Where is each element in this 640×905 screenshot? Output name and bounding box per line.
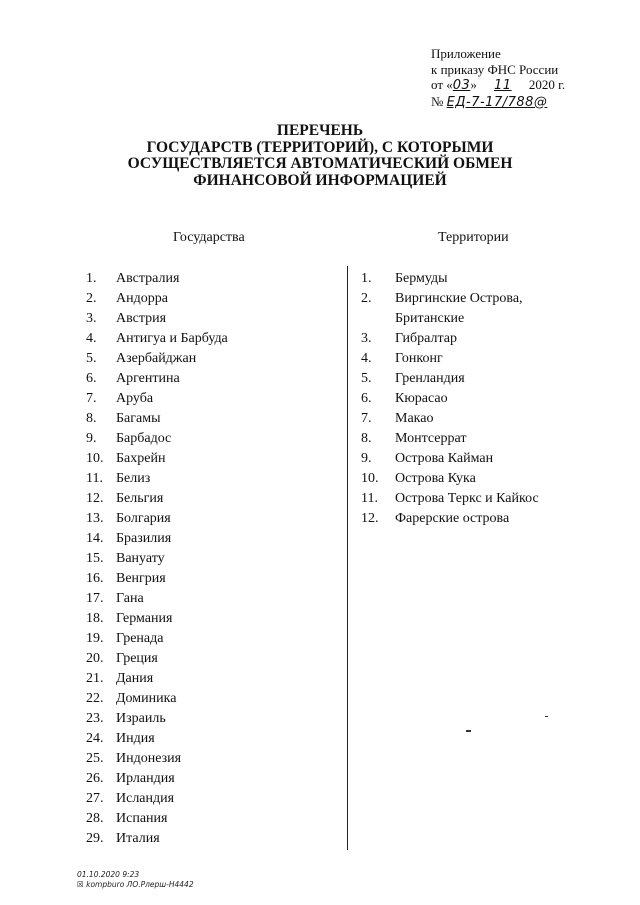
item-name: Дания [116,671,154,686]
item-number: 10. [361,471,379,486]
column-divider [347,266,348,850]
item-name: Индия [116,731,155,746]
item-number: 2. [86,291,97,306]
appendix-label: Приложение [431,46,501,61]
item-number: 1. [361,271,372,286]
list-item [86,329,326,349]
list-item [361,509,631,529]
item-name: Азербайджан [116,351,197,366]
item-name: Болгария [116,511,171,526]
document-title [120,123,520,189]
list-item [86,369,326,389]
item-name: Кюрасао [395,391,448,406]
item-number: 19. [86,631,104,646]
item-number: 21. [86,671,104,686]
list-item [86,689,326,709]
item-number: 13. [86,511,104,526]
item-name: Барбадос [116,431,172,446]
item-number: 14. [86,531,104,546]
item-number: 3. [86,311,97,326]
item-number: 9. [361,451,372,466]
item-number: 6. [86,371,97,386]
item-number: 11. [86,471,103,486]
title-line-3: ОСУЩЕСТВЛЯЕТСЯ АВТОМАТИЧЕСКИЙ ОБМЕН [127,155,513,172]
item-number: 1. [86,271,97,286]
item-number: 10. [86,451,104,466]
list-item [86,629,326,649]
list-item [86,589,326,609]
item-number: 15. [86,551,104,566]
item-number: 18. [86,611,104,626]
item-number: 8. [361,431,372,446]
item-number: 16. [86,571,104,586]
item-name: Фарерские острова [395,511,510,526]
item-number: 12. [86,491,104,506]
item-number: 8. [86,411,97,426]
list-item [86,309,326,329]
item-number: 24. [86,731,104,746]
item-name: Исландия [116,791,175,806]
list-item [361,449,631,469]
item-name: Макао [395,411,434,426]
title-line-2: ГОСУДАРСТВ (ТЕРРИТОРИЙ), С КОТОРЫМИ [146,138,494,156]
date-month-handwritten: 11 [494,78,512,93]
list-item [86,749,326,769]
item-name: Белиз [116,471,151,486]
list-item [361,369,631,389]
document-footer [77,870,194,890]
item-name: Бельгия [116,491,164,506]
list-item [86,649,326,669]
list-item [86,609,326,629]
item-name: Гибралтар [395,331,458,346]
item-name: Антигуа и Барбуда [116,331,228,346]
list-item [361,429,631,449]
date-day-handwritten: 03 [452,78,471,93]
item-name: Багамы [116,411,161,426]
list-item [361,389,631,409]
item-number: 28. [86,811,104,826]
item-name: Италия [116,831,160,846]
item-number: 12. [361,511,379,526]
item-name: Острова Кайман [395,451,494,466]
list-item [361,409,631,429]
list-item [86,349,326,369]
item-number: 20. [86,651,104,666]
list-item [86,509,326,529]
item-name: Острова Теркс и Кайкос [395,491,539,506]
item-name: Острова Кука [395,471,476,486]
scan-speck [545,716,548,717]
item-name: Аруба [116,391,154,406]
list-item [86,269,326,289]
item-name: Индонезия [116,751,182,766]
item-name: Гонконг [395,351,443,366]
item-name: Гренада [116,631,164,646]
list-item [86,729,326,749]
list-item [86,809,326,829]
item-name: Гренландия [395,371,465,386]
list-item [86,529,326,549]
list-item [361,329,631,349]
item-name: Виргинские Острова, Британские [395,291,523,326]
list-item [86,409,326,429]
list-item [361,469,631,489]
item-number: 2. [361,291,372,306]
list-item [86,709,326,729]
list-item [86,549,326,569]
item-number: 6. [361,391,372,406]
title-line-1: ПЕРЕЧЕНЬ [276,122,364,139]
item-name: Австрия [116,311,167,326]
list-item [86,789,326,809]
item-name: Германия [116,611,173,626]
item-number: 23. [86,711,104,726]
territories-list [361,269,631,529]
item-number: 5. [361,371,372,386]
list-item [86,449,326,469]
item-number: 27. [86,791,104,806]
appendix-date: от «03» 11 2020 г. [431,77,566,93]
item-number: 7. [361,411,372,426]
list-item [86,429,326,449]
item-name: Бермуды [395,271,448,286]
item-name: Венгрия [116,571,166,586]
item-number: 9. [86,431,97,446]
list-item [86,469,326,489]
list-item [361,289,631,329]
states-list [86,269,326,849]
item-name: Испания [116,811,168,826]
territories-column-header: Территории [438,230,509,245]
item-number: 25. [86,751,104,766]
item-name: Греция [116,651,158,666]
item-number: 17. [86,591,104,606]
item-name: Доминика [116,691,177,706]
item-name: Израиль [116,711,166,726]
item-name: Бахрейн [116,451,166,466]
item-number: 3. [361,331,372,346]
list-item [361,269,631,289]
appendix-order-ref: к приказу ФНС России [431,61,559,77]
item-name: Андорра [116,291,168,306]
item-number: 4. [86,331,97,346]
title-line-4: ФИНАНСОВОЙ ИНФОРМАЦИЕЙ [193,171,447,189]
footer-system-id: ☒ kompburo ЛО.Рлерш-Н4442 [77,880,194,889]
item-name: Вануату [116,551,165,566]
item-name: Ирландия [116,771,175,786]
item-number: 5. [86,351,97,366]
list-item [361,489,631,509]
list-item [86,389,326,409]
item-number: 26. [86,771,104,786]
states-column-header: Государства [173,230,245,245]
order-number-handwritten: ЕД-7-17/788@ [446,94,548,110]
appendix-block [431,46,631,110]
item-number: 22. [86,691,104,706]
appendix-number: № ЕД-7-17/788@ [431,93,548,110]
item-name: Гана [116,591,144,606]
item-name: Монтсеррат [395,431,467,446]
list-item [86,569,326,589]
item-name: Аргентина [116,371,180,386]
list-item [86,829,326,849]
list-item [86,289,326,309]
item-name: Бразилия [116,531,172,546]
list-item [86,669,326,689]
scan-speck [466,730,471,732]
footer-timestamp: 01.10.2020 9:23 [77,870,140,879]
list-item [361,349,631,369]
item-number: 11. [361,491,378,506]
item-number: 7. [86,391,97,406]
list-item [86,769,326,789]
item-number: 4. [361,351,372,366]
list-item [86,489,326,509]
item-number: 29. [86,831,104,846]
item-name: Австралия [116,271,180,286]
